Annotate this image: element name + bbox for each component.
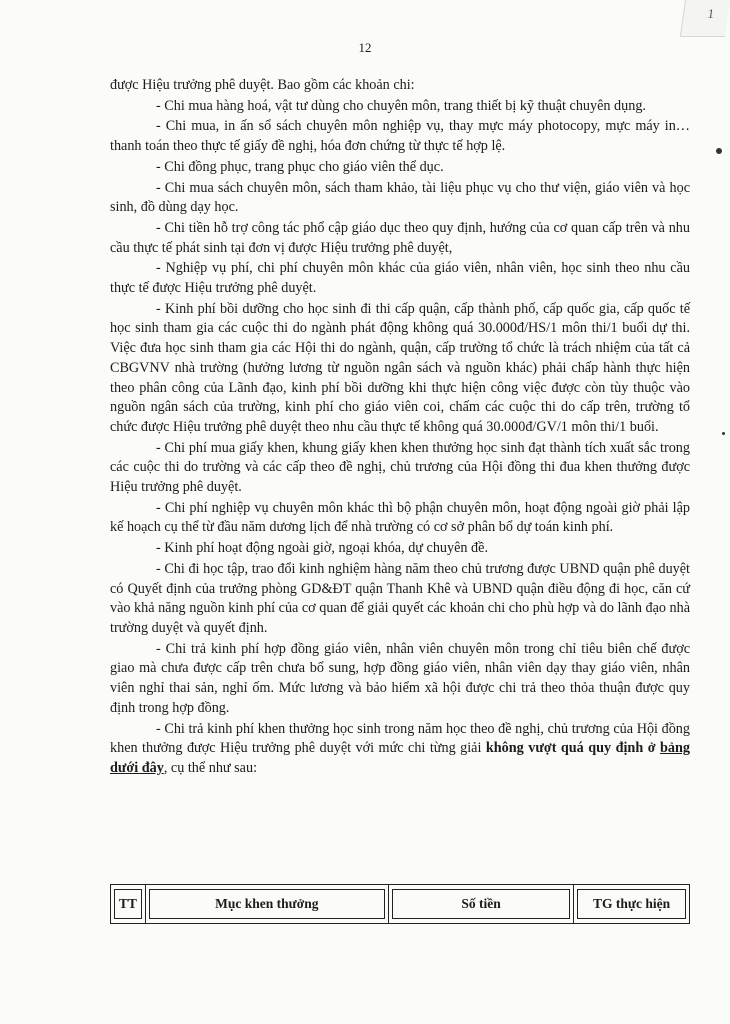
- paragraph-extracurricular: - Kinh phí hoạt động ngoài giờ, ngoại khóa, dự chuyên đề.: [156, 540, 488, 557]
- header-label-amount: Số tiền: [392, 889, 570, 919]
- paragraph-contracts: - Chi trả kinh phí hợp đồng giáo viên, nhân viên chuyên môn trong chỉ tiêu biên chế được giao mà chưa được cấp trên chưa bổ sung, hợp đồng giáo viên, nhân viên dạy thay giáo viên, nhân viên nghỉ thai sản, nghỉ ốm. Mức lương và bảo hiểm xã hội được chi trả theo thỏa thuận được quy định trong hợp đồng.: [110, 640, 690, 716]
- rewards-bold-text: không vượt quá quy định ở: [485, 740, 661, 757]
- header-cell-award-item: [145, 885, 388, 924]
- header-cell-tt: [111, 885, 146, 924]
- table-header-row: [111, 885, 690, 924]
- document-body: [110, 76, 690, 780]
- paragraph-intro: được Hiệu trưởng phê duyệt. Bao gồm các khoản chi:: [110, 77, 415, 93]
- header-cell-timing: [574, 885, 690, 924]
- paragraph-study-trips: - Chi đi học tập, trao đổi kinh nghiệm hàng năm theo chủ trương được UBND quận phê duyệt có Quyết định của trưởng phòng GD&ĐT quận Thanh Khê và UBND quận điều động đi học, căn cứ vào khả năng nguồn kinh phí của cơ quan để giải quyết các khoản chi cho phù hợp và do lãnh đạo nhà trường duyệt và quyết định.: [110, 560, 690, 636]
- rewards-text-before: - Chi trả kinh phí khen thưởng học sinh trong năm học theo đề nghị, chủ trương của Hội đồng khen thưởng được Hiệu trưởng phê duyệt với mức chi từng giải: [110, 720, 690, 757]
- paragraph-equipment: - Chi mua hàng hoá, vật tư dùng cho chuyên môn, trang thiết bị kỹ thuật chuyên dụng.: [156, 97, 646, 114]
- award-table: [110, 884, 690, 924]
- paragraph-universal-education: - Chi tiền hỗ trợ công tác phổ cập giáo dục theo quy định, hướng của cơ quan cấp trên và nhu cầu thực tế phát sinh tại đơn vị được Hiệu trưởng phê duyệt,: [110, 219, 690, 256]
- header-cell-amount: [388, 885, 573, 924]
- paragraph-certificates: - Chi phí mua giấy khen, khung giấy khen khen thưởng học sinh đạt thành tích xuất sắc trong các cuộc thi do trường và các cấp theo đề nghị, chủ trương của Hội đồng thi đua khen thưởng được Hiệu trưởng phê duyệt.: [110, 439, 690, 496]
- page-number: 12: [358, 40, 372, 55]
- scan-speck: [716, 148, 722, 154]
- paragraph-uniform: - Chi đồng phục, trang phục cho giáo viên thể dục.: [156, 158, 444, 175]
- header-label-timing: TG thực hiện: [577, 889, 686, 919]
- paragraph-printing: - Chi mua, in ấn sổ sách chuyên môn nghiệp vụ, thay mực máy photocopy, mực máy in…thanh toán theo thực tế giấy đề nghị, hóa đơn chứng từ thực tế hợp lệ.: [110, 118, 690, 155]
- paragraph-student-rewards: [110, 720, 690, 779]
- header-label-tt: TT: [114, 889, 142, 919]
- paragraph-exam-training: - Kinh phí bồi dưỡng cho học sinh đi thi cấp quận, cấp thành phố, cấp quốc gia, cấp quốc tế học sinh tham gia các cuộc thi do ngành phát động không quá 30.000đ/HS/1 môn thi/1 buổi dự thi. Việc đưa học sinh tham gia các Hội thi do ngành, quận, cấp trường tổ chức là trách nhiệm của tất cả CBGVNV nhà trường (hưởng lương từ nguồn ngân sách và nguồn khác) phải chấp hành thực hiện theo phân công của Lãnh đạo, kinh phí bồi dưỡng khi thực hiện công việc được còn tùy thuộc vào nguồn ngân sách của trường, kinh phí cho giáo viên coi, chấm các cuộc thi do cấp trên, trường tổ chức được Hiệu trưởng phê duyệt theo nhu cầu thực tế không quá 30.000đ/GV/1 môn thi/1 buổi.: [110, 300, 690, 435]
- corner-mark-text: 1: [706, 6, 716, 21]
- page-corner-fold: [680, 0, 730, 37]
- paragraph-professional-fees: - Nghiệp vụ phí, chi phí chuyên môn khác của giáo viên, nhân viên, học sinh theo nhu cầu thực tế được Hiệu trưởng phê duyệt.: [110, 260, 690, 297]
- rewards-text-after: , cụ thể như sau:: [163, 759, 258, 776]
- paragraph-books: - Chi mua sách chuyên môn, sách tham khảo, tài liệu phục vụ cho thư viện, giáo viên và học sinh, đồ dùng dạy học.: [110, 179, 690, 216]
- rewards-bold-underlined: bảng dưới đây: [110, 740, 690, 776]
- scan-speck: [722, 432, 725, 435]
- paragraph-other-professional: - Chi phí nghiệp vụ chuyên môn khác thì bộ phận chuyên môn, hoạt động ngoài giờ phải lập kế hoạch cụ thể từ đầu năm dương lịch để nhà trường có cơ sở phân bổ dự toán kinh phí.: [110, 499, 690, 536]
- header-label-award-item: Mục khen thưởng: [149, 889, 385, 919]
